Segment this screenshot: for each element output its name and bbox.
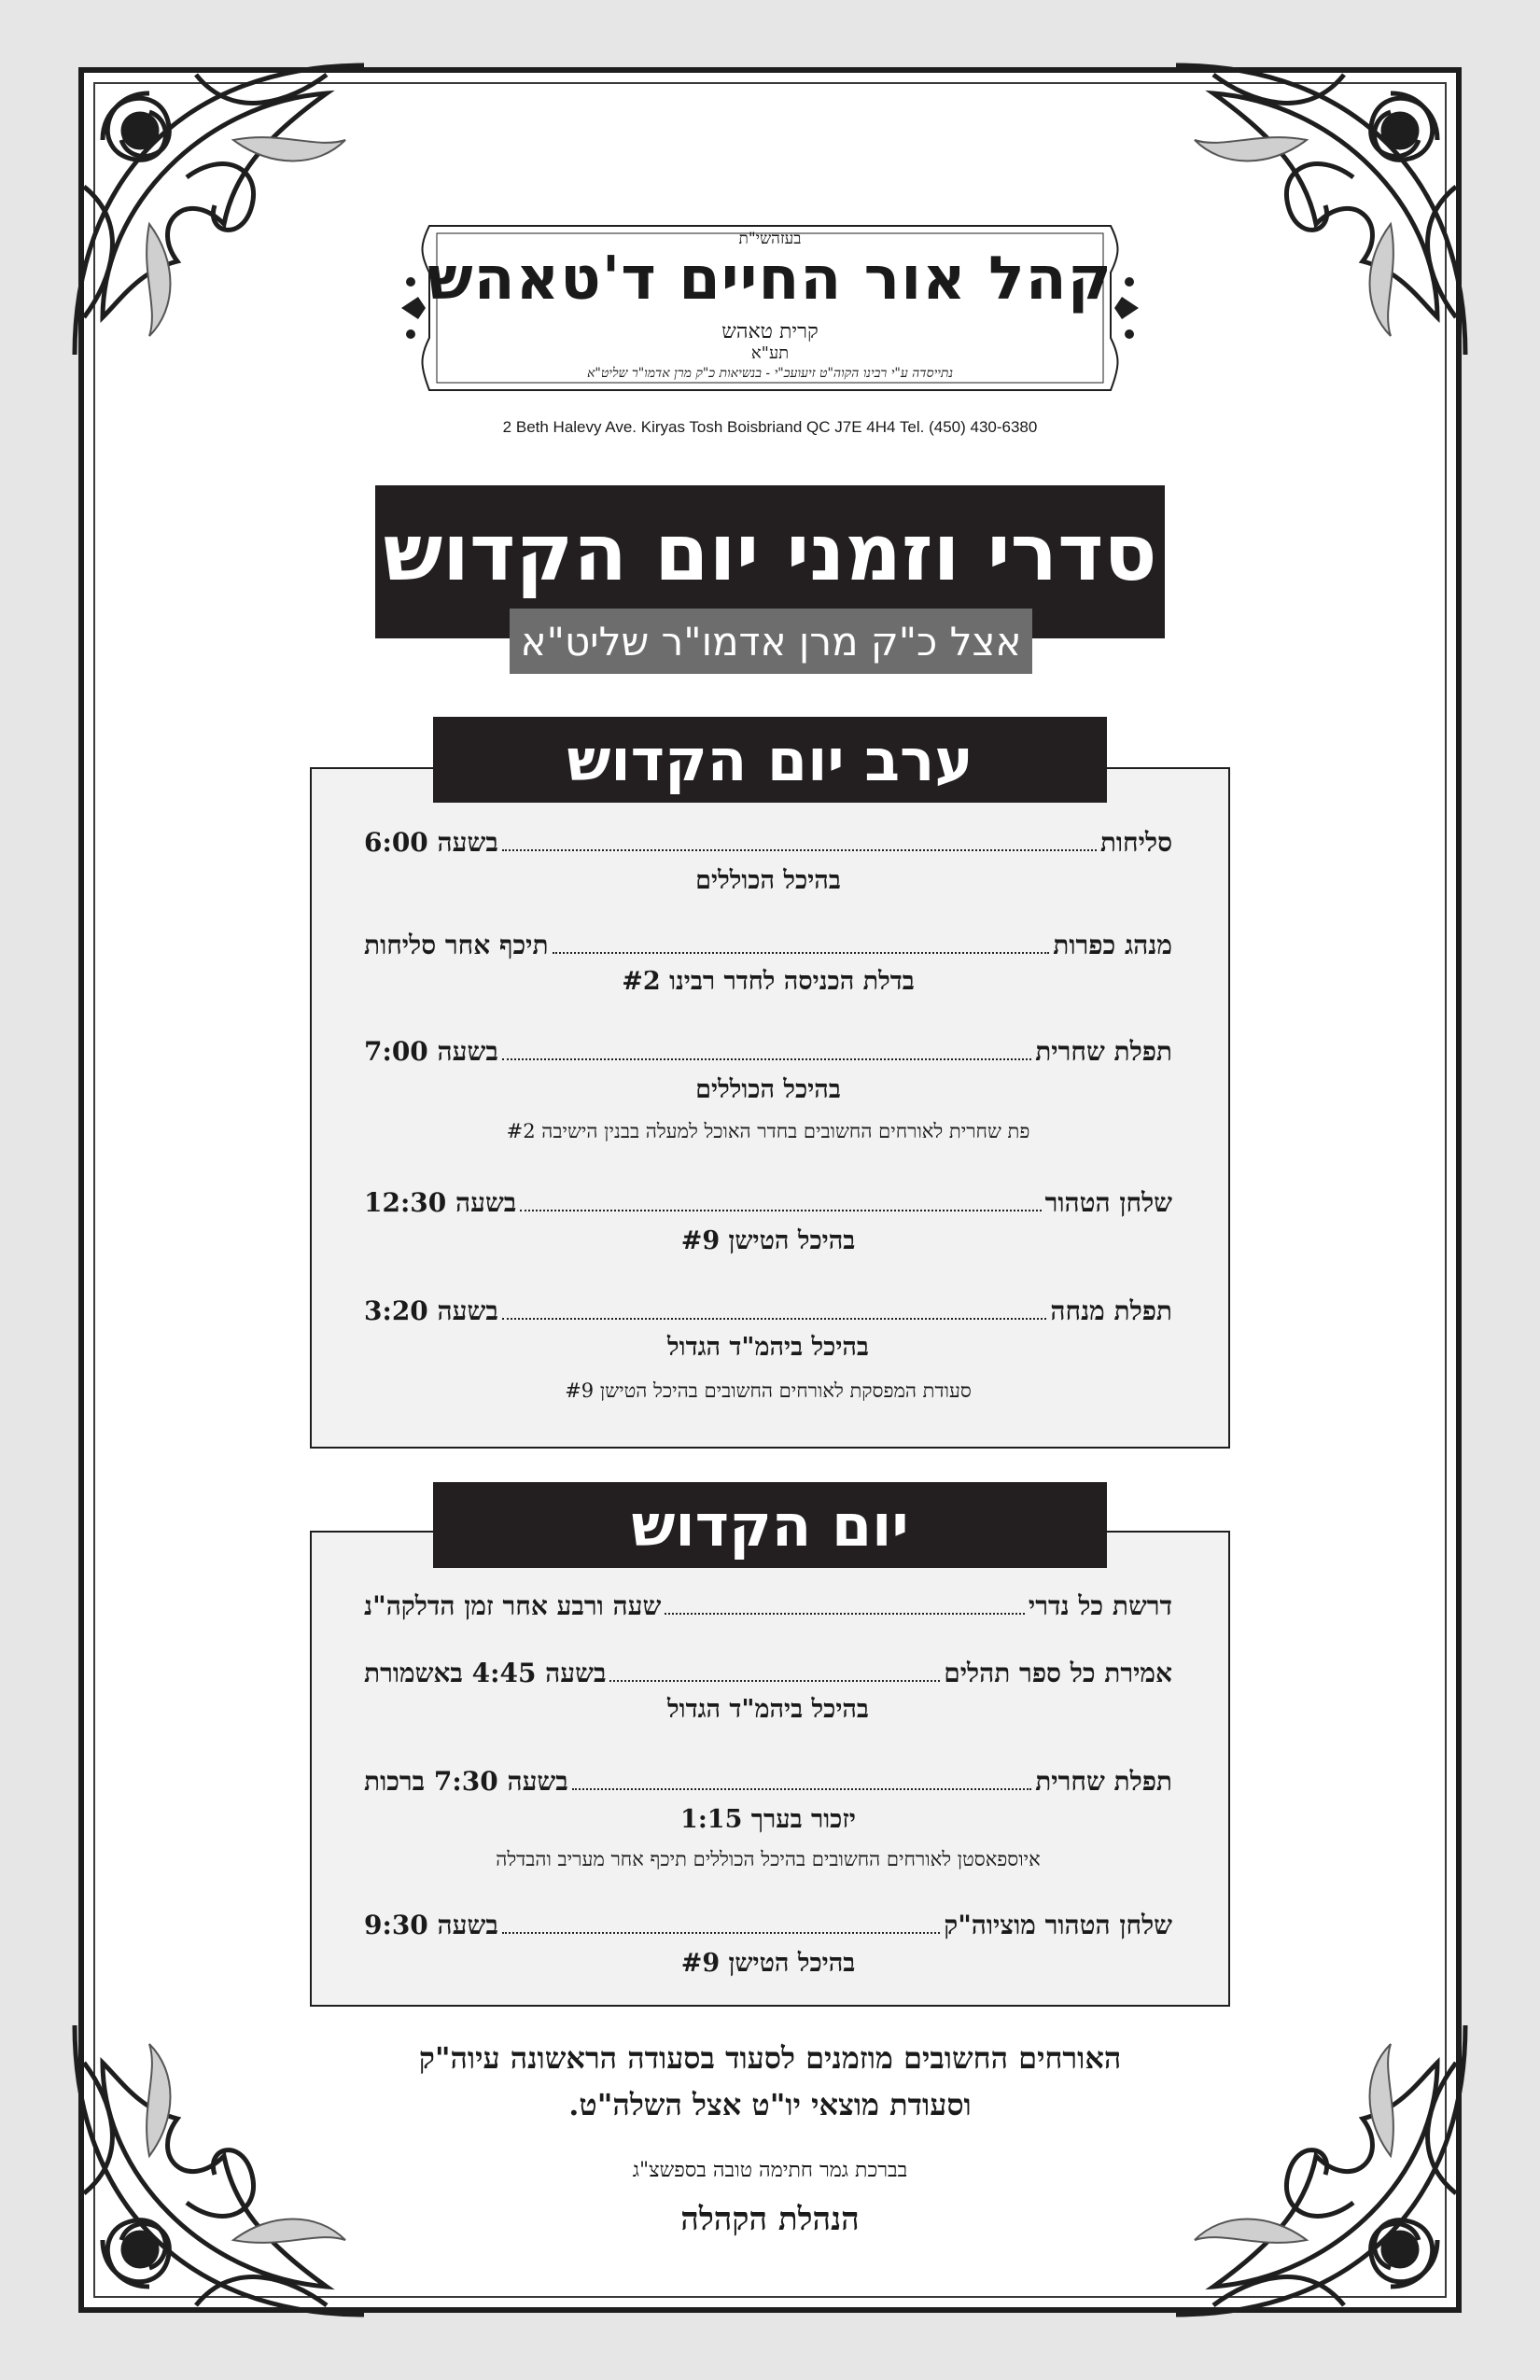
row-note: פת שחרית לאורחים החשובים בחדר האוכל למעלה בבנין הישיבה #2 [506, 1120, 1030, 1142]
row-leader [609, 1680, 940, 1682]
logo-year: תע"א [750, 343, 790, 363]
row-leader [553, 952, 1050, 954]
schedule-row [364, 821, 1172, 859]
row-label: שלחן הטהור [1044, 1187, 1172, 1218]
page-subtitle: אצל כ"ק מרן אדמו"ר שליט"א [510, 609, 1032, 674]
row-location: בהיכל ביהמ"ד הגדול [667, 1333, 869, 1362]
footer-invitation-line2: וסעודת מוצאי יו"ט אצל השלה"ט. [568, 2087, 972, 2122]
row-label: סליחות [1099, 827, 1172, 858]
row-location: בהיכל הטישן #9 [680, 1949, 856, 1978]
row-leader [572, 1788, 1031, 1790]
footer-blessing: בברכת גמר חתימה טובה בספשצ"ג [632, 2159, 908, 2182]
row-time: בשעה 3:20 [364, 1295, 498, 1326]
congregation-logo [401, 217, 1139, 399]
schedule-row [364, 924, 1172, 961]
logo-founded: נתייסדה ע"י רבינו הקוה"ט זיעועכ"י - בנשיאות כ"ק מרן אדמו"ר שליט"א [586, 366, 954, 381]
row-label: דרשת כל נדרי [1028, 1590, 1172, 1621]
schedule-row [364, 1030, 1172, 1068]
row-time: בשעה 7:00 [364, 1036, 498, 1067]
schedule-row [364, 1182, 1172, 1219]
footer-signature: הנהלת הקהלה [680, 2201, 860, 2238]
schedule-row [364, 1585, 1172, 1622]
row-time: בשעה 4:45 באשמורת [364, 1658, 607, 1688]
row-location: בהיכל הכוללים [695, 866, 841, 895]
row-label: תפלת שחרית [1035, 1036, 1172, 1067]
corner-ornament-top-right [1139, 37, 1493, 392]
row-location: בדלת הכניסה לחדר רבינו #2 [622, 967, 915, 996]
corner-ornament-top-left [47, 37, 401, 392]
row-leader [502, 1932, 940, 1934]
footer-invitation-line1: האורחים החשובים מוזמנים לסעוד בסעודה הראשונה עיוה"ק [418, 2040, 1122, 2076]
row-leader [502, 1318, 1047, 1320]
row-label: אמירת כל ספר תהלים [944, 1658, 1172, 1688]
address: 2 Beth Halevy Ave. Kiryas Tosh Boisbriand QC J7E 4H4 Tel. (450) 430-6380 [502, 418, 1038, 436]
row-time: שעה ורבע אחר זמן הדלקה"נ [364, 1590, 662, 1621]
erev-heading: ערב יום הקדוש [433, 717, 1107, 803]
row-location: בהיכל הכוללים [695, 1075, 841, 1104]
row-label: תפלת מנחה [1050, 1295, 1172, 1326]
row-location: יזכור בערך 1:15 [680, 1805, 856, 1834]
row-location: בהיכל הטישן #9 [680, 1226, 856, 1255]
yom-heading: יום הקדוש [433, 1482, 1107, 1568]
logo-city: קרית טאהש [721, 320, 819, 343]
row-location: בהיכל ביהמ"ד הגדול [667, 1695, 869, 1724]
schedule-row [364, 1760, 1172, 1798]
row-leader [502, 1058, 1031, 1060]
row-time: תיכף אחר סליחות [364, 930, 549, 960]
row-leader [520, 1210, 1041, 1211]
page-title: סדרי וזמני יום הקדוש [375, 485, 1165, 638]
row-time: בשעה 6:00 [364, 827, 498, 858]
row-note: איוספאסטן לאורחים החשובים בהיכל הכוללים תיכף אחר מעריב והבדלה [496, 1848, 1041, 1870]
row-leader [502, 849, 1097, 851]
row-time: בשעה 9:30 [364, 1910, 498, 1940]
row-label: מנהג כפרות [1053, 930, 1172, 960]
row-time: בשעה 12:30 [364, 1187, 517, 1218]
row-time: בשעה 7:30 ברכות [364, 1766, 568, 1797]
row-note: סעודת המפסקת לאורחים החשובים בהיכל הטישן #9 [565, 1379, 972, 1402]
logo-top-text: בעזהשי"ת [738, 230, 802, 248]
schedule-row [364, 1652, 1172, 1689]
row-label: תפלת שחרית [1035, 1766, 1172, 1797]
row-label: שלחן הטהור מוציוה"ק [944, 1910, 1172, 1940]
logo-name: קהל אור החיים ד'טאהש [427, 245, 1113, 314]
schedule-row [364, 1904, 1172, 1941]
schedule-row [364, 1290, 1172, 1327]
row-leader [665, 1613, 1025, 1615]
